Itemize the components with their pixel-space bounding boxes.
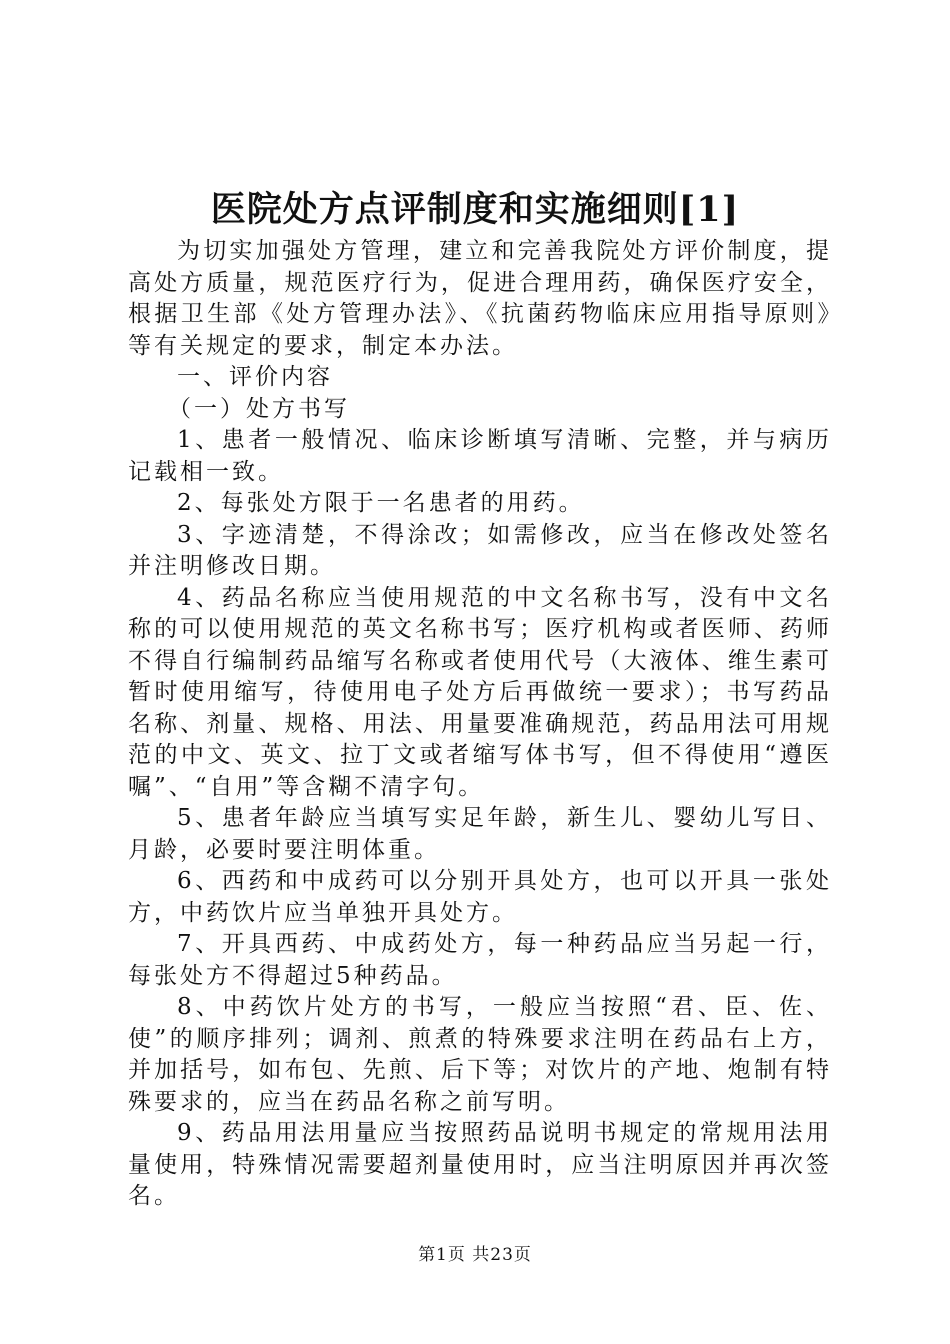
subsection-heading: （一）处方书写	[168, 395, 350, 422]
rule-paragraph: 6、西药和中成药可以分别开具处方，也可以开具一张处方，中药饮片应当单独开具处方。	[128, 868, 832, 926]
rule-paragraph: 2、每张处方限于一名患者的用药。	[177, 490, 585, 516]
document-title: 医院处方点评制度和实施细则[1]	[210, 189, 740, 230]
rule-paragraph: 5、患者年龄应当填写实足年龄，新生儿、婴幼儿写日、月龄，必要时要注明体重。	[128, 805, 832, 863]
intro-paragraph: 为切实加强处方管理，建立和完善我院处方评价制度，提高处方质量，规范医疗行为，促进合理用药，确保医疗安全，根据卫生部《处方管理办法》、《抗菌药物临床应用指导原则》等有关规定的要求，制定本办法。	[128, 238, 832, 359]
rule-paragraph: 3、字迹清楚，不得涂改；如需修改，应当在修改处签名并注明修改日期。	[128, 521, 832, 579]
rule-paragraph: 7、开具西药、中成药处方，每一种药品应当另起一行，每张处方不得超过5种药品。	[128, 931, 832, 989]
rule-paragraph: 8、中药饮片处方的书写，一般应当按照“君、臣、佐、使”的顺序排列；调剂、煎煮的特殊要求注明在药品右上方，并加括号，如布包、先煎、后下等；对饮片的产地、炮制有特殊要求的，应当在药品名称之前写明。	[128, 994, 832, 1115]
section-heading: 一、评价内容	[177, 364, 333, 390]
page-footer: 第1页 共23页	[418, 1245, 532, 1265]
rule-paragraph: 4、药品名称应当使用规范的中文名称书写，没有中文名称的可以使用规范的英文名称书写；医疗机构或者医师、药师不得自行编制药品缩写名称或者使用代号（大液体、维生素可暂时使用缩写，待使用电子处方后再做统一要求）；书写药品名称、剂量、规格、用法、用量要准确规范，药品用法可用规范的中文、英文、拉丁文或者缩写体书写，但不得使用“遵医嘱”、“自用”等含糊不清字句。	[128, 584, 832, 800]
rule-paragraph: 1、患者一般情况、临床诊断填写清晰、完整，并与病历记载相一致。	[128, 427, 832, 485]
document-body	[128, 236, 832, 1213]
rule-paragraph: 9、药品用法用量应当按照药品说明书规定的常规用法用量使用，特殊情况需要超剂量使用时，应当注明原因并再次签名。	[128, 1120, 832, 1209]
